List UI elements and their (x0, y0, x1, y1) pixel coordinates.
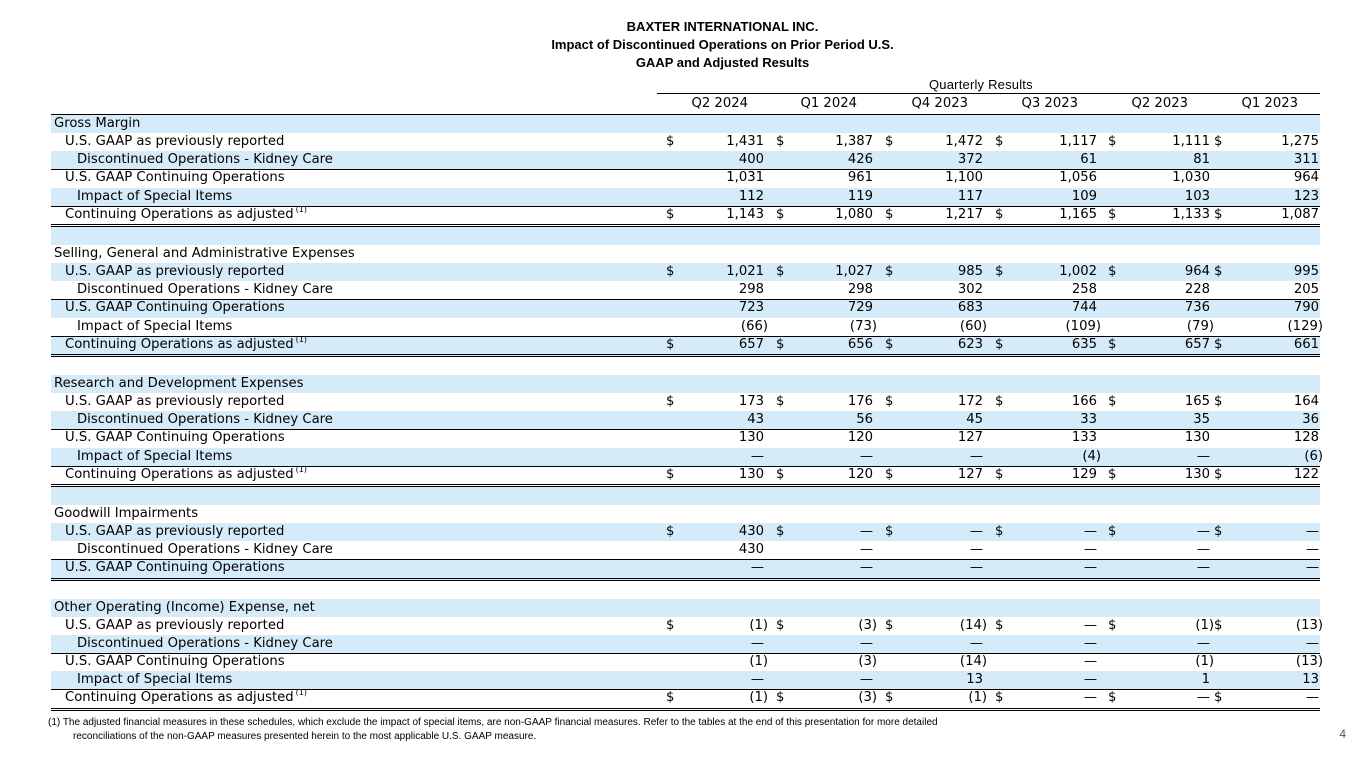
currency-symbol: $ (1108, 394, 1117, 410)
row-label: U.S. GAAP as previously reported (65, 524, 285, 540)
table-row (51, 429, 1320, 447)
currency-symbol: $ (666, 206, 675, 222)
cell-value: (1) (968, 690, 987, 706)
footnote-mark: (1) (295, 204, 307, 214)
cell-value: 120 (847, 430, 873, 446)
spacer-row (51, 357, 1320, 375)
row-label: U.S. GAAP as previously reported (65, 617, 285, 633)
currency-symbol: $ (885, 466, 894, 482)
table-row (51, 188, 1320, 206)
cell-value: — (1305, 690, 1319, 706)
cell-value: 13 (1302, 672, 1319, 688)
cell-value: 133 (1071, 430, 1097, 446)
table-row (51, 505, 1320, 523)
cell-value: 176 (847, 394, 873, 410)
cell-value: 1,387 (835, 134, 873, 150)
cell-value: 723 (738, 300, 764, 316)
cell-value: (1) (1195, 617, 1214, 633)
currency-symbol: $ (1214, 134, 1223, 150)
cell-value: 1,217 (945, 206, 983, 222)
cell-value: — (969, 524, 983, 540)
spacer-row (51, 581, 1320, 599)
cell-value: 173 (738, 394, 764, 410)
footnote-mark: (1) (295, 334, 307, 344)
currency-symbol: $ (885, 394, 894, 410)
row-label: U.S. GAAP Continuing Operations (65, 560, 285, 576)
cell-value: 35 (1193, 412, 1210, 428)
cell-value: 661 (1293, 336, 1319, 352)
cell-value: — (1083, 635, 1097, 651)
cell-value: (3) (858, 690, 877, 706)
currency-symbol: $ (1214, 466, 1223, 482)
cell-value: 119 (847, 188, 873, 204)
cell-value: (1) (749, 617, 768, 633)
footnote-mark: (1) (295, 464, 307, 474)
column-header-q1-2024: Q1 2024 (800, 96, 857, 111)
cell-value: — (1083, 654, 1097, 670)
cell-value: 1,143 (726, 206, 764, 222)
row-label: Continuing Operations as adjusted $^{(1)}$ (65, 464, 307, 482)
cell-value: — (1196, 560, 1210, 576)
cell-value: 372 (957, 152, 983, 168)
table-row (51, 689, 1320, 710)
currency-symbol: $ (995, 690, 1004, 706)
table-row (51, 448, 1323, 466)
currency-symbol: $ (995, 206, 1004, 222)
currency-symbol: $ (885, 264, 894, 280)
cell-value: 729 (847, 300, 873, 316)
column-header-q2-2023: Q2 2023 (1131, 96, 1188, 111)
currency-symbol: $ (776, 690, 785, 706)
cell-value: 117 (957, 188, 983, 204)
title-line-3: GAAP and Adjusted Results (635, 55, 810, 70)
row-label: U.S. GAAP Continuing Operations (65, 170, 285, 186)
column-header-q4-2023: Q4 2023 (911, 96, 968, 111)
currency-symbol: $ (1214, 206, 1223, 222)
cell-value: 228 (1184, 282, 1210, 298)
cell-value: 400 (738, 152, 764, 168)
cell-value: 45 (966, 412, 983, 428)
cell-value: 129 (1071, 466, 1097, 482)
row-label: Discontinued Operations - Kidney Care (77, 412, 333, 428)
currency-symbol: $ (1108, 134, 1117, 150)
currency-symbol: $ (995, 394, 1004, 410)
cell-value: — (1305, 524, 1319, 540)
footnote (48, 716, 1048, 743)
cell-value: — (750, 560, 764, 576)
cell-value: 985 (957, 264, 983, 280)
cell-value: 964 (1184, 264, 1210, 280)
currency-symbol: $ (776, 336, 785, 352)
cell-value: 656 (847, 336, 873, 352)
spacer-row (51, 487, 1320, 505)
cell-value: — (1305, 560, 1319, 576)
currency-symbol: $ (776, 466, 785, 482)
row-label: Impact of Special Items (77, 448, 233, 464)
cell-value: 736 (1184, 300, 1210, 316)
cell-value: — (859, 524, 873, 540)
footnote-mark: (1) (295, 688, 307, 698)
cell-value: 744 (1071, 300, 1097, 316)
cell-value: 1,431 (726, 134, 764, 150)
cell-value: (3) (858, 654, 877, 670)
cell-value: 166 (1071, 394, 1097, 410)
currency-symbol: $ (1108, 524, 1117, 540)
title-line-1: BAXTER INTERNATIONAL INC. (626, 19, 819, 34)
table-row (51, 318, 1323, 336)
table-row (51, 635, 1320, 653)
cell-value: 130 (1184, 430, 1210, 446)
cell-value: 130 (1184, 466, 1210, 482)
cell-value: 1,027 (835, 264, 873, 280)
cell-value: 127 (957, 466, 983, 482)
currency-symbol: $ (885, 336, 894, 352)
currency-symbol: $ (995, 134, 1004, 150)
cell-value: — (750, 635, 764, 651)
table-row (51, 375, 1320, 393)
table-row (51, 559, 1320, 580)
currency-symbol: $ (995, 524, 1004, 540)
cell-value: 1,021 (726, 264, 764, 280)
cell-value: 961 (847, 170, 873, 186)
cell-value: 130 (738, 466, 764, 482)
currency-symbol: $ (1108, 264, 1117, 280)
table-row (51, 336, 1320, 357)
cell-value: 311 (1293, 152, 1319, 168)
cell-value: 81 (1193, 152, 1210, 168)
currency-symbol: $ (885, 690, 894, 706)
table-row (51, 169, 1320, 187)
cell-value: 1,133 (1172, 206, 1210, 222)
cell-value: 1,117 (1059, 134, 1097, 150)
table-row (51, 115, 1320, 133)
cell-value: (1) (749, 690, 768, 706)
cell-value: (14) (959, 617, 987, 633)
row-label: Impact of Special Items (77, 672, 233, 688)
cell-value: (1) (1195, 654, 1214, 670)
cell-value: — (750, 672, 764, 688)
currency-symbol: $ (995, 466, 1004, 482)
financial-table (51, 94, 1323, 711)
currency-symbol: $ (1108, 206, 1117, 222)
cell-value: — (1083, 672, 1097, 688)
cell-value: 1,002 (1059, 264, 1097, 280)
cell-value: 165 (1184, 394, 1210, 410)
row-label: Impact of Special Items (77, 188, 233, 204)
currency-symbol: $ (1214, 264, 1223, 280)
cell-value: 1,087 (1281, 206, 1319, 222)
cell-value: 1 (1201, 672, 1210, 688)
cell-value: (14) (959, 654, 987, 670)
cell-value: — (1196, 542, 1210, 558)
cell-value: — (859, 635, 873, 651)
cell-value: 43 (747, 412, 764, 428)
currency-symbol: $ (776, 617, 785, 633)
currency-symbol: $ (776, 524, 785, 540)
cell-value: — (1083, 560, 1097, 576)
table-row (51, 133, 1320, 151)
cell-value: — (969, 560, 983, 576)
currency-symbol: $ (1108, 690, 1117, 706)
section-heading: Selling, General and Administrative Expenses (54, 245, 355, 261)
footnote-line-2: reconciliations of the non-GAAP measures presented herein to the most applicable U.S. GAAP measure. (73, 730, 537, 742)
cell-value: — (1196, 690, 1210, 706)
table-row (51, 281, 1320, 299)
footnote-line-1: (1) The adjusted financial measures in these schedules, which exclude the impact of special items, are non-GAAP financial measures. Refer to the tables at the end of this presentation for more detailed (48, 717, 938, 728)
table-row (51, 599, 1320, 617)
cell-value: 657 (738, 336, 764, 352)
cell-value: — (1083, 690, 1097, 706)
table-row (51, 299, 1320, 317)
cell-value: — (1305, 635, 1319, 651)
cell-value: 298 (738, 282, 764, 298)
table-row (51, 263, 1320, 281)
cell-value: 120 (847, 466, 873, 482)
row-label: U.S. GAAP as previously reported (65, 394, 285, 410)
cell-value: 56 (856, 412, 873, 428)
row-label: Discontinued Operations - Kidney Care (77, 282, 333, 298)
currency-symbol: $ (1108, 466, 1117, 482)
row-label: U.S. GAAP Continuing Operations (65, 430, 285, 446)
row-label: Continuing Operations as adjusted $^{(1)}$ (65, 688, 307, 706)
cell-value: (13) (1295, 654, 1323, 670)
currency-symbol: $ (666, 690, 675, 706)
cell-value: 1,100 (945, 170, 983, 186)
currency-symbol: $ (666, 264, 675, 280)
cell-value: 205 (1293, 282, 1319, 298)
column-header-row (51, 94, 1320, 115)
cell-value: 426 (847, 152, 873, 168)
cell-value: 33 (1080, 412, 1097, 428)
cell-value: 164 (1293, 394, 1319, 410)
table-row (51, 617, 1323, 635)
cell-value: 1,111 (1172, 134, 1210, 150)
cell-value: 995 (1293, 264, 1319, 280)
cell-value: 36 (1302, 412, 1319, 428)
currency-symbol: $ (1214, 617, 1223, 633)
cell-value: 112 (738, 188, 764, 204)
row-label: U.S. GAAP Continuing Operations (65, 300, 285, 316)
cell-value: 1,275 (1281, 134, 1319, 150)
table-row (51, 393, 1320, 411)
table-row (51, 541, 1320, 559)
cell-value: 258 (1071, 282, 1097, 298)
currency-symbol: $ (885, 617, 894, 633)
cell-value: (13) (1295, 617, 1323, 633)
cell-value: 790 (1293, 300, 1319, 316)
cell-value: 1,056 (1059, 170, 1097, 186)
cell-value: — (750, 448, 764, 464)
currency-symbol: $ (666, 394, 675, 410)
cell-value: 657 (1184, 336, 1210, 352)
cell-value: 1,165 (1059, 206, 1097, 222)
row-label: Discontinued Operations - Kidney Care (77, 542, 333, 558)
row-label: Discontinued Operations - Kidney Care (77, 152, 333, 168)
table-row (51, 206, 1320, 227)
table-row (51, 671, 1320, 689)
currency-symbol: $ (1214, 524, 1223, 540)
currency-symbol: $ (666, 134, 675, 150)
page-title (0, 18, 1365, 72)
cell-value: (3) (858, 617, 877, 633)
cell-value: 61 (1080, 152, 1097, 168)
cell-value: 1,472 (945, 134, 983, 150)
table-row (51, 411, 1320, 429)
cell-value: 172 (957, 394, 983, 410)
section-heading: Other Operating (Income) Expense, net (54, 599, 315, 615)
cell-value: 130 (738, 430, 764, 446)
cell-value: — (1196, 635, 1210, 651)
currency-symbol: $ (776, 134, 785, 150)
cell-value: 13 (966, 672, 983, 688)
currency-symbol: $ (666, 336, 675, 352)
cell-value: (4) (1082, 448, 1101, 464)
currency-symbol: $ (995, 617, 1004, 633)
currency-symbol: $ (995, 336, 1004, 352)
currency-symbol: $ (1108, 336, 1117, 352)
cell-value: 623 (957, 336, 983, 352)
cell-value: — (969, 542, 983, 558)
cell-value: (60) (959, 318, 987, 334)
cell-value: (109) (1065, 318, 1101, 334)
section-heading: Goodwill Impairments (54, 505, 199, 521)
currency-symbol: $ (776, 206, 785, 222)
row-label: Continuing Operations as adjusted $^{(1)}$ (65, 334, 307, 352)
cell-value: — (1083, 524, 1097, 540)
table-row (51, 466, 1320, 487)
cell-value: 122 (1293, 466, 1319, 482)
cell-value: 964 (1293, 170, 1319, 186)
cell-value: — (969, 635, 983, 651)
currency-symbol: $ (666, 466, 675, 482)
currency-symbol: $ (666, 524, 675, 540)
cell-value: 683 (957, 300, 983, 316)
row-label: U.S. GAAP as previously reported (65, 134, 285, 150)
column-header-q2-2024: Q2 2024 (691, 96, 748, 111)
currency-symbol: $ (1108, 617, 1117, 633)
page-number: 4 (1339, 727, 1346, 741)
table-row (51, 653, 1323, 671)
cell-value: 123 (1293, 188, 1319, 204)
table-row (51, 151, 1320, 169)
cell-value: (6) (1304, 448, 1323, 464)
spacer-row (51, 227, 1320, 245)
cell-value: 430 (738, 524, 764, 540)
cell-value: — (969, 448, 983, 464)
cell-value: — (1083, 542, 1097, 558)
cell-value: 1,030 (1172, 170, 1210, 186)
cell-value: 430 (738, 542, 764, 558)
currency-symbol: $ (1214, 394, 1223, 410)
cell-value: 302 (957, 282, 983, 298)
cell-value: (79) (1186, 318, 1214, 334)
cell-value: 109 (1071, 188, 1097, 204)
table-row (51, 245, 1320, 263)
cell-value: 635 (1071, 336, 1097, 352)
cell-value: 298 (847, 282, 873, 298)
table-row (51, 523, 1320, 541)
currency-symbol: $ (1214, 336, 1223, 352)
currency-symbol: $ (776, 264, 785, 280)
row-label: U.S. GAAP Continuing Operations (65, 654, 285, 670)
column-header-q1-2023: Q1 2023 (1241, 96, 1298, 111)
column-header-q3-2023: Q3 2023 (1021, 96, 1078, 111)
row-label: U.S. GAAP as previously reported (65, 264, 285, 280)
cell-value: 128 (1293, 430, 1319, 446)
row-label: Discontinued Operations - Kidney Care (77, 635, 333, 651)
currency-symbol: $ (666, 617, 675, 633)
currency-symbol: $ (885, 206, 894, 222)
section-heading: Gross Margin (54, 116, 141, 131)
cell-value: (73) (849, 318, 877, 334)
currency-symbol: $ (776, 394, 785, 410)
cell-value: — (1305, 542, 1319, 558)
row-label: Continuing Operations as adjusted $^{(1)}$ (65, 204, 307, 222)
quarterly-results-label: Quarterly Results (929, 77, 1033, 92)
cell-value: (1) (749, 654, 768, 670)
cell-value: — (859, 560, 873, 576)
cell-value: 103 (1184, 188, 1210, 204)
currency-symbol: $ (885, 524, 894, 540)
cell-value: — (1196, 448, 1210, 464)
cell-value: — (1196, 524, 1210, 540)
cell-value: (129) (1287, 318, 1323, 334)
row-label: Impact of Special Items (77, 318, 233, 334)
cell-value: — (859, 672, 873, 688)
section-heading: Research and Development Expenses (54, 375, 304, 391)
currency-symbol: $ (885, 134, 894, 150)
currency-symbol: $ (995, 264, 1004, 280)
cell-value: — (1083, 617, 1097, 633)
cell-value: — (859, 542, 873, 558)
title-line-2: Impact of Discontinued Operations on Prior Period U.S. (551, 37, 894, 52)
cell-value: (66) (740, 318, 768, 334)
cell-value: 1,031 (726, 170, 764, 186)
cell-value: 127 (957, 430, 983, 446)
cell-value: 1,080 (835, 206, 873, 222)
currency-symbol: $ (1214, 690, 1223, 706)
cell-value: — (859, 448, 873, 464)
